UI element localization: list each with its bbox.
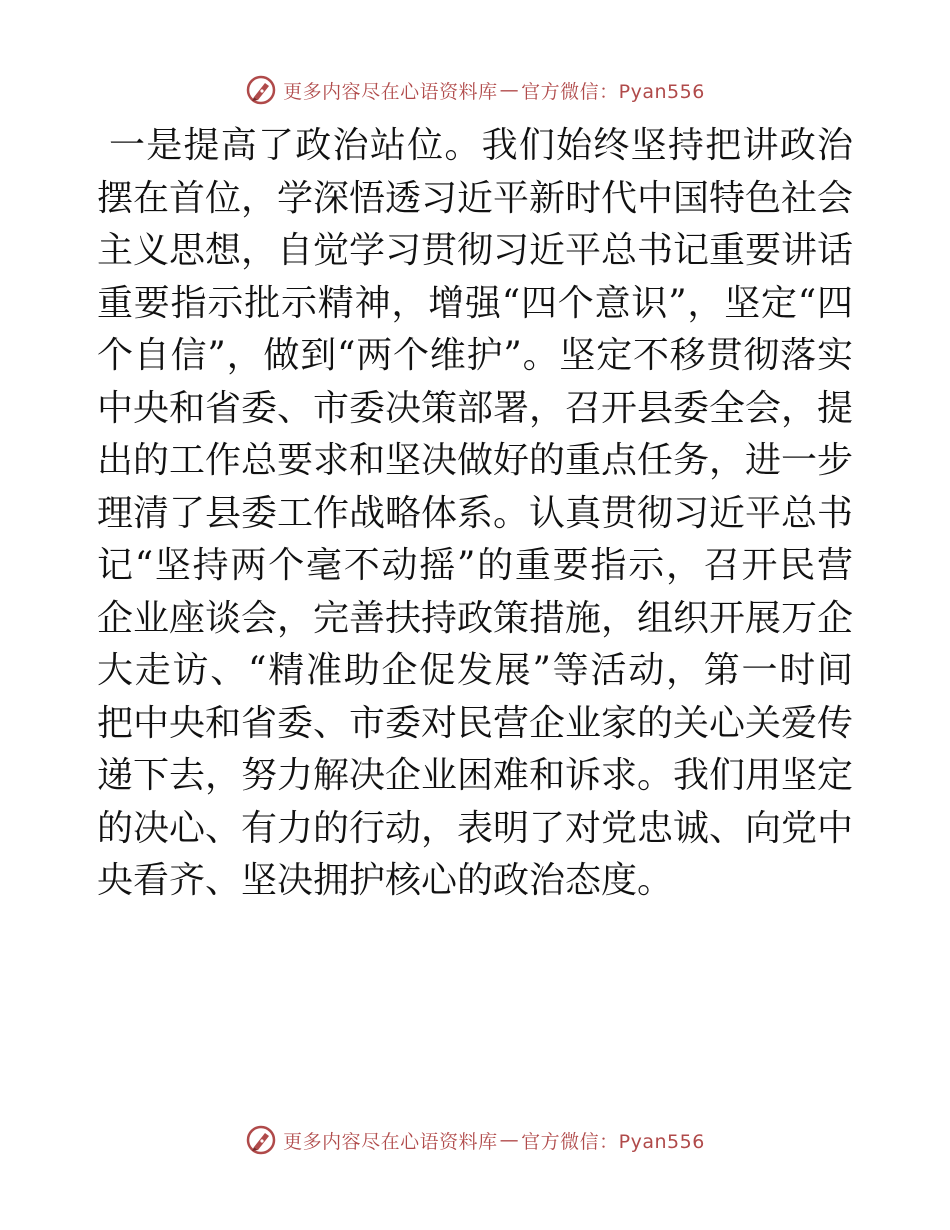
watermark-main-text: 更多内容尽在心语资料库 <box>283 80 498 103</box>
footer-watermark <box>0 1120 950 1160</box>
pen-nib-logo-icon <box>245 1124 277 1156</box>
watermark-main-text: 更多内容尽在心语资料库 <box>283 1130 498 1153</box>
document-paragraph: 一是提高了政治站位。我们始终坚持把讲政治摆在首位，学深悟透习近平新时代中国特色社会主义思想，自觉学习贯彻习近平总书记重要讲话重要指示批示精神，增强“四个意识”，坚定“四个自信”，做到“两个维护”。坚定不移贯彻落实中央和省委、市委决策部署，召开县委全会，提出的工作总要求和坚决做好的重点任务，进一步理清了县委工作战略体系。认真贯彻习近平总书记“坚持两个毫不动摇”的重要指示，召开民营企业座谈会，完善扶持政策措施，组织开展万企大走访、“精准助企促发展”等活动，第一时间把中央和省委、市委对民营企业家的关心关爱传递下去，努力解决企业困难和诉求。我们用坚定的决心、有力的行动，表明了对党忠诚、向党中央看齐、坚决拥护核心的政治态度。 <box>97 125 854 901</box>
watermark-separator: — <box>499 79 520 101</box>
watermark-separator: — <box>499 1129 520 1151</box>
watermark-wechat-text: 官方微信：Pyan556 <box>521 80 705 103</box>
pen-nib-logo-icon <box>245 74 277 106</box>
header-watermark <box>0 70 950 110</box>
watermark-wechat-text: 官方微信：Pyan556 <box>521 1130 705 1153</box>
